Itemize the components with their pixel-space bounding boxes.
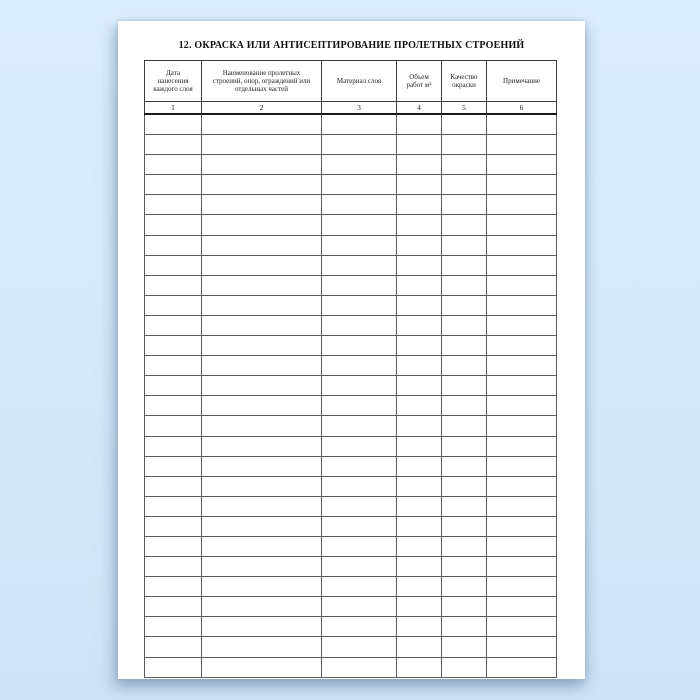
table-cell — [322, 195, 397, 215]
table-cell — [202, 135, 322, 155]
table-cell — [202, 536, 322, 556]
table-cell — [322, 416, 397, 436]
table-cell — [397, 516, 442, 536]
table-cell — [397, 476, 442, 496]
table-row — [145, 155, 557, 175]
table-cell — [322, 436, 397, 456]
table-cell — [145, 135, 202, 155]
table-cell — [397, 536, 442, 556]
table-cell — [145, 336, 202, 356]
table-cell — [442, 155, 487, 175]
table-cell — [202, 155, 322, 175]
table-cell — [145, 456, 202, 476]
painting-log-table — [144, 60, 557, 678]
table-cell — [442, 336, 487, 356]
table-cell — [397, 215, 442, 235]
table-cell — [397, 135, 442, 155]
table-cell — [202, 577, 322, 597]
table-cell — [487, 637, 557, 657]
table-row — [145, 657, 557, 677]
table-cell — [397, 496, 442, 516]
table-cell — [442, 114, 487, 135]
table-cell — [487, 356, 557, 376]
table-cell — [145, 577, 202, 597]
table-cell — [145, 235, 202, 255]
table-cell — [145, 597, 202, 617]
page-title: 12. ОКРАСКА ИЛИ АНТИСЕПТИРОВАНИЕ ПРОЛЕТНЫХ СТРОЕНИЙ — [178, 40, 525, 51]
column-number-row — [145, 102, 557, 115]
column-number-1: 1 — [145, 102, 202, 115]
table-cell — [202, 336, 322, 356]
table-cell — [322, 657, 397, 677]
table-cell — [442, 577, 487, 597]
table-row — [145, 436, 557, 456]
table-cell — [202, 657, 322, 677]
table-cell — [202, 215, 322, 235]
table-row — [145, 577, 557, 597]
table-cell — [442, 315, 487, 335]
table-row — [145, 557, 557, 577]
table-cell — [487, 396, 557, 416]
table-cell — [442, 456, 487, 476]
table-cell — [487, 295, 557, 315]
table-cell — [442, 215, 487, 235]
table-cell — [202, 496, 322, 516]
table-header — [145, 61, 557, 115]
table-row — [145, 416, 557, 436]
table-cell — [322, 637, 397, 657]
table-cell — [442, 396, 487, 416]
table-cell — [322, 496, 397, 516]
table-cell — [487, 235, 557, 255]
table-cell — [322, 155, 397, 175]
table-cell — [487, 175, 557, 195]
table-cell — [487, 255, 557, 275]
table-cell — [487, 577, 557, 597]
table-cell — [487, 315, 557, 335]
table-cell — [322, 476, 397, 496]
table-cell — [145, 396, 202, 416]
table-cell — [202, 617, 322, 637]
table-cell — [145, 557, 202, 577]
table-cell — [442, 637, 487, 657]
table-cell — [145, 195, 202, 215]
table-cell — [145, 255, 202, 275]
table-cell — [202, 637, 322, 657]
table-cell — [442, 617, 487, 637]
table-row — [145, 114, 557, 135]
table-cell — [202, 516, 322, 536]
table-cell — [442, 557, 487, 577]
table-cell — [322, 356, 397, 376]
table-row — [145, 396, 557, 416]
table-row — [145, 356, 557, 376]
table-cell — [322, 275, 397, 295]
table-cell — [145, 275, 202, 295]
column-header-date: Дата нанесения каждого слоя — [145, 61, 202, 102]
table-cell — [442, 436, 487, 456]
table-cell — [322, 135, 397, 155]
table-cell — [487, 597, 557, 617]
table-cell — [322, 577, 397, 597]
table-cell — [322, 617, 397, 637]
table-cell — [442, 416, 487, 436]
table-cell — [487, 536, 557, 556]
table-cell — [397, 255, 442, 275]
table-cell — [397, 315, 442, 335]
table-cell — [202, 295, 322, 315]
table-cell — [145, 657, 202, 677]
table-cell — [442, 597, 487, 617]
table-row — [145, 315, 557, 335]
table-cell — [397, 416, 442, 436]
column-number-6: 6 — [487, 102, 557, 115]
table-cell — [145, 416, 202, 436]
table-cell — [487, 496, 557, 516]
table-cell — [322, 255, 397, 275]
table-cell — [397, 235, 442, 255]
table-cell — [322, 114, 397, 135]
table-cell — [322, 215, 397, 235]
table-cell — [202, 396, 322, 416]
table-cell — [145, 516, 202, 536]
table-cell — [487, 557, 557, 577]
table-cell — [397, 617, 442, 637]
table-row — [145, 175, 557, 195]
table-cell — [202, 356, 322, 376]
table-cell — [397, 577, 442, 597]
table-cell — [145, 155, 202, 175]
table-cell — [487, 516, 557, 536]
table-cell — [442, 195, 487, 215]
table-cell — [397, 637, 442, 657]
table-cell — [145, 436, 202, 456]
table-cell — [202, 255, 322, 275]
table-cell — [487, 376, 557, 396]
table-cell — [397, 295, 442, 315]
table-cell — [202, 557, 322, 577]
table-row — [145, 637, 557, 657]
table-cell — [487, 336, 557, 356]
table-cell — [202, 315, 322, 335]
table-row — [145, 135, 557, 155]
table-cell — [442, 536, 487, 556]
table-cell — [202, 436, 322, 456]
table-cell — [487, 135, 557, 155]
table-cell — [202, 597, 322, 617]
table-cell — [487, 657, 557, 677]
table-cell — [397, 195, 442, 215]
table-cell — [202, 175, 322, 195]
column-header-row — [145, 61, 557, 102]
table-cell — [442, 476, 487, 496]
table-cell — [145, 496, 202, 516]
table-cell — [145, 315, 202, 335]
table-cell — [442, 135, 487, 155]
table-cell — [322, 376, 397, 396]
table-row — [145, 336, 557, 356]
table-cell — [442, 295, 487, 315]
table-cell — [202, 456, 322, 476]
table-cell — [487, 436, 557, 456]
table-cell — [322, 295, 397, 315]
table-cell — [397, 657, 442, 677]
table-row — [145, 195, 557, 215]
table-row — [145, 376, 557, 396]
table-cell — [145, 215, 202, 235]
table-cell — [442, 376, 487, 396]
column-number-3: 3 — [322, 102, 397, 115]
table-cell — [397, 436, 442, 456]
table-cell — [322, 516, 397, 536]
table-cell — [322, 456, 397, 476]
table-cell — [322, 557, 397, 577]
table-cell — [397, 396, 442, 416]
table-cell — [145, 114, 202, 135]
column-number-5: 5 — [442, 102, 487, 115]
table-cell — [487, 155, 557, 175]
table-row — [145, 536, 557, 556]
table-cell — [487, 416, 557, 436]
table-cell — [145, 476, 202, 496]
table-cell — [145, 637, 202, 657]
table-cell — [487, 275, 557, 295]
table-cell — [202, 114, 322, 135]
column-header-structure-name: Наименование пролетных строений, опор, ограждений или отдельных частей — [202, 61, 322, 102]
table-cell — [202, 275, 322, 295]
table-cell — [145, 376, 202, 396]
table-cell — [322, 536, 397, 556]
table-cell — [202, 376, 322, 396]
table-cell — [397, 456, 442, 476]
table-cell — [487, 215, 557, 235]
table-row — [145, 456, 557, 476]
table-cell — [145, 536, 202, 556]
table-cell — [487, 476, 557, 496]
table-cell — [397, 356, 442, 376]
table-row — [145, 255, 557, 275]
table-row — [145, 516, 557, 536]
table-body — [145, 114, 557, 677]
table-cell — [442, 275, 487, 295]
table-cell — [397, 114, 442, 135]
column-header-paint-quality: Качество окраски — [442, 61, 487, 102]
table-cell — [397, 155, 442, 175]
table-cell — [322, 175, 397, 195]
column-number-4: 4 — [397, 102, 442, 115]
table-cell — [397, 336, 442, 356]
table-cell — [202, 476, 322, 496]
column-header-layer-material: Материал слоя — [322, 61, 397, 102]
table-cell — [397, 597, 442, 617]
table-row — [145, 275, 557, 295]
table-cell — [442, 657, 487, 677]
table-cell — [487, 114, 557, 135]
table-cell — [397, 557, 442, 577]
table-cell — [322, 396, 397, 416]
table-row — [145, 496, 557, 516]
table-cell — [397, 175, 442, 195]
column-header-note: Примечание — [487, 61, 557, 102]
table-cell — [442, 255, 487, 275]
table-cell — [145, 356, 202, 376]
table-cell — [322, 336, 397, 356]
table-cell — [442, 516, 487, 536]
table-cell — [442, 496, 487, 516]
table-cell — [145, 175, 202, 195]
table-cell — [322, 597, 397, 617]
table-row — [145, 597, 557, 617]
table-cell — [487, 617, 557, 637]
table-cell — [487, 456, 557, 476]
document-page — [118, 21, 585, 679]
table-cell — [442, 356, 487, 376]
table-cell — [397, 376, 442, 396]
table-row — [145, 476, 557, 496]
table-cell — [397, 275, 442, 295]
table-cell — [442, 175, 487, 195]
table-cell — [442, 235, 487, 255]
table-cell — [145, 617, 202, 637]
column-number-2: 2 — [202, 102, 322, 115]
table-row — [145, 235, 557, 255]
table-cell — [487, 195, 557, 215]
table-cell — [322, 315, 397, 335]
table-cell — [202, 195, 322, 215]
table-cell — [202, 416, 322, 436]
table-cell — [322, 235, 397, 255]
column-header-work-volume: Объем работ м² — [397, 61, 442, 102]
table-row — [145, 215, 557, 235]
table-row — [145, 617, 557, 637]
table-cell — [145, 295, 202, 315]
table-row — [145, 295, 557, 315]
table-cell — [202, 235, 322, 255]
